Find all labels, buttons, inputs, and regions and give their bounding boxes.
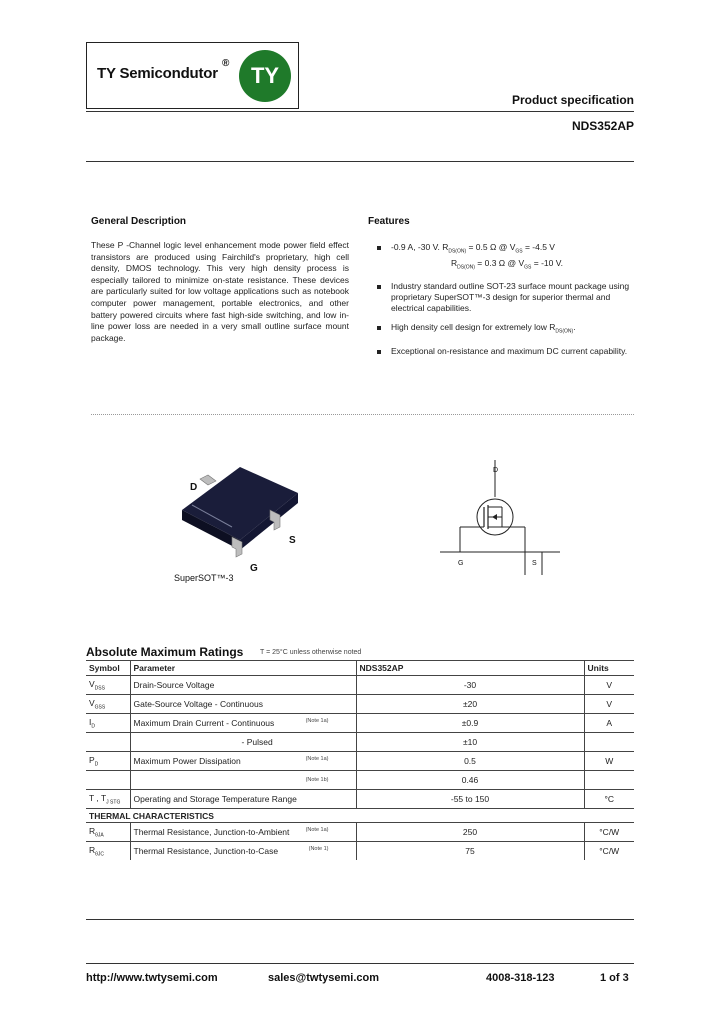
footer-phone: 4008-318-123 <box>486 972 555 984</box>
table-header-row <box>86 661 634 676</box>
table-row <box>86 842 634 861</box>
cell-parameter: Thermal Resistance, Junction-to-Case (Note 1) <box>130 842 356 861</box>
table-row <box>86 771 634 790</box>
general-description-text: These P -Channel logic level enhancement mode power field effect transistors are produced using Fairchild's proprietary, high cell density, DMOS technology. This very high density process is especially tailored to minimize on-state resistance. These devices are particularly suited for low voltage applications such as notebook computer power management, portable electronics, and other battery powered circuits where fast high-side switching, and low in-line power loss are needed in a very small outline surface mount package. <box>91 240 349 343</box>
cell-unit: V <box>584 695 634 714</box>
footer-page: 1 of 3 <box>600 972 629 984</box>
header-value: NDS352AP <box>356 661 584 676</box>
bullet-icon <box>377 285 381 289</box>
footer-website[interactable]: http://www.twtysemi.com <box>86 972 218 984</box>
table-row <box>86 714 634 733</box>
cell-value: -55 to 150 <box>356 790 584 809</box>
cell-value: 0.46 <box>356 771 584 790</box>
cell-unit: °C/W <box>584 823 634 842</box>
cell-symbol: $V_{DSS}$ <box>86 676 130 695</box>
cell-unit: W <box>584 752 634 771</box>
thermal-title: THERMAL CHARACTERISTICS <box>86 809 634 823</box>
feature-item: Industry standard outline SOT-23 surface mount package using proprietary SuperSOT™-3 design for superior thermal and electrical capabilities. <box>377 281 635 314</box>
cell-value: 0.5 <box>356 752 584 771</box>
footer-email[interactable]: sales@twtysemi.com <box>268 972 379 984</box>
cell-unit: °C <box>584 790 634 809</box>
header-units: Units <box>584 661 634 676</box>
cell-parameter: (Note 1b) <box>130 771 356 790</box>
header-symbol: Symbol <box>86 661 130 676</box>
ratings-condition: T = 25°C unless otherwise noted <box>260 649 362 656</box>
cell-unit: °C/W <box>584 842 634 861</box>
thermal-section-row <box>86 809 634 823</box>
table-row <box>86 695 634 714</box>
cell-parameter: Maximum Power Dissipation (Note 1a) <box>130 752 356 771</box>
registered-mark: ® <box>222 58 230 69</box>
general-description-title: General Description <box>91 216 187 227</box>
schematic-d-label: D <box>493 467 499 474</box>
ratings-table <box>86 660 634 860</box>
bullet-icon <box>377 326 381 330</box>
cell-unit: A <box>584 714 634 733</box>
cell-unit <box>584 771 634 790</box>
dotted-divider <box>91 414 634 415</box>
package-illustration <box>170 455 330 585</box>
brand-box <box>86 42 299 109</box>
table-row <box>86 823 634 842</box>
features-list <box>377 242 635 357</box>
ty-logo: TY <box>239 50 291 102</box>
cell-symbol: $R_{\theta JA}$ <box>86 823 130 842</box>
ratings-title: Absolute Maximum Ratings <box>86 645 244 659</box>
doc-type: Product specification <box>511 93 634 107</box>
schematic-s-label: S <box>532 560 537 567</box>
cell-parameter: - Pulsed <box>130 733 356 752</box>
bullet-icon <box>377 350 381 354</box>
table-row <box>86 733 634 752</box>
cell-symbol: $I_D$ <box>86 714 130 733</box>
cell-symbol: $P_D$ <box>86 752 130 771</box>
feature-item: -0.9 A, -30 V. $R_{DS(ON)} = 0.5$ Ω @ $V_{GS} = -4.5$ V $R_{DS(ON)} = 0.3$ Ω @ $V_{GS} = -10$ V. <box>377 242 635 273</box>
pin-d-label: D <box>190 482 198 493</box>
cell-parameter: Operating and Storage Temperature Range <box>130 790 356 809</box>
cell-value: 75 <box>356 842 584 861</box>
cell-parameter: Thermal Resistance, Junction-to-Ambient (Note 1a) <box>130 823 356 842</box>
pin-s-label: S <box>289 535 296 546</box>
table-row <box>86 790 634 809</box>
cell-symbol <box>86 733 130 752</box>
package-caption: SuperSOT™-3 <box>174 573 234 583</box>
cell-symbol <box>86 771 130 790</box>
pin-g-label: G <box>250 563 258 574</box>
divider <box>86 963 634 964</box>
cell-parameter: Drain-Source Voltage <box>130 676 356 695</box>
divider <box>86 161 634 162</box>
cell-value: ±0.9 <box>356 714 584 733</box>
cell-value: -30 <box>356 676 584 695</box>
cell-unit <box>584 733 634 752</box>
brand-name: TY Semicondutor <box>97 65 218 82</box>
table-row <box>86 752 634 771</box>
features-title: Features <box>368 216 410 227</box>
bullet-icon <box>377 246 381 250</box>
cell-unit: V <box>584 676 634 695</box>
mosfet-schematic <box>440 455 560 575</box>
table-row <box>86 676 634 695</box>
cell-value: ±10 <box>356 733 584 752</box>
cell-value: 250 <box>356 823 584 842</box>
divider <box>86 111 634 112</box>
feature-item: Exceptional on-resistance and maximum DC current capability. <box>377 346 635 357</box>
schematic-g-label: G <box>458 560 464 567</box>
divider <box>86 919 634 920</box>
part-number: NDS352AP <box>571 119 634 133</box>
feature-item: High density cell design for extremely low $R_{DS(ON)}$. <box>377 322 635 338</box>
cell-symbol: T , $T_{J STG}$ <box>86 790 130 809</box>
cell-symbol: $R_{\theta JC}$ <box>86 842 130 861</box>
cell-parameter: Maximum Drain Current - Continuous (Note 1a) <box>130 714 356 733</box>
cell-symbol: $V_{GSS}$ <box>86 695 130 714</box>
cell-parameter: Gate-Source Voltage - Continuous <box>130 695 356 714</box>
cell-value: ±20 <box>356 695 584 714</box>
header-parameter: Parameter <box>130 661 356 676</box>
p-channel-mosfet-icon <box>440 455 560 575</box>
